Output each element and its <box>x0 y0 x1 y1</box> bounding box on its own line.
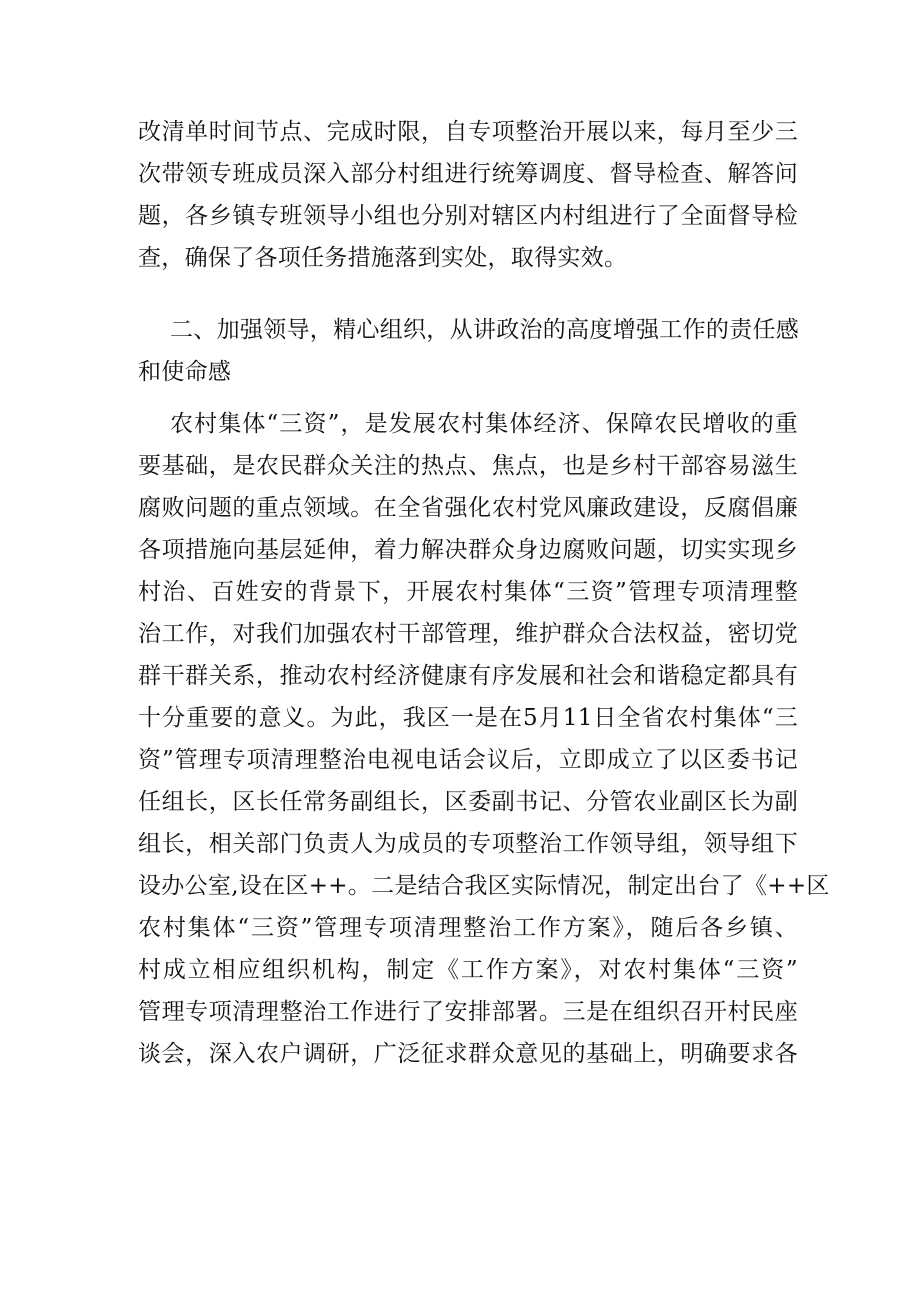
text-line: 谈会，深入农户调研，广泛征求群众意见的基础上，明确要求各 <box>138 1041 798 1067</box>
section-heading <box>138 309 798 393</box>
text-line: 治工作，对我们加强农村干部管理，维护群众合法权益，密切党 <box>138 621 798 647</box>
paragraph-continued <box>138 111 798 279</box>
text-line: 题，各乡镇专班领导小组也分别对辖区内村组进行了全面督导检 <box>138 203 798 229</box>
paragraph-body <box>138 403 830 1075</box>
heading-line: 和使命感 <box>138 359 232 385</box>
text-line: 次带领专班成员深入部分村组进行统筹调度、督导检查、解答问 <box>138 161 798 187</box>
text-line: 管理专项清理整治工作进行了安排部署。三是在组织召开村民座 <box>138 999 798 1025</box>
text-line: 改清单时间节点、完成时限，自专项整治开展以来，每月至少三 <box>138 119 798 145</box>
text-line: 设办公室,设在区++。二是结合我区实际情况，制定出台了《++区 <box>138 873 830 899</box>
text-line: 组长，相关部门负责人为成员的专项整治工作领导组，领导组下 <box>138 831 798 857</box>
text-line: 农村集体“三资”，是发展农村集体经济、保障农民增收的重 <box>170 411 798 437</box>
text-line: 各项措施向基层延伸，着力解决群众身边腐败问题，切实实现乡 <box>138 537 798 563</box>
text-line: 要基础，是农民群众关注的热点、焦点，也是乡村干部容易滋生 <box>138 453 798 479</box>
text-line: 村成立相应组织机构，制定《工作方案》，对农村集体“三资” <box>138 957 798 983</box>
text-line: 查，确保了各项任务措施落到实处，取得实效。 <box>138 245 628 271</box>
text-line: 资”管理专项清理整治电视电话会议后，立即成立了以区委书记 <box>138 747 798 773</box>
text-line: 腐败问题的重点领域。在全省强化农村党风廉政建设，反腐倡廉 <box>138 495 798 521</box>
text-line: 十分重要的意义。为此，我区一是在5月11日全省农村集体“三 <box>138 705 798 731</box>
text-line: 群干群关系，推动农村经济健康有序发展和社会和谐稳定都具有 <box>138 663 798 689</box>
text-line: 村治、百姓安的背景下，开展农村集体“三资”管理专项清理整 <box>138 579 798 605</box>
text-line: 农村集体“三资”管理专项清理整治工作方案》，随后各乡镇、 <box>138 915 798 941</box>
heading-line: 二、加强领导，精心组织，从讲政治的高度增强工作的责任感 <box>170 317 800 343</box>
text-line: 任组长，区长任常务副组长，区委副书记、分管农业副区长为副 <box>138 789 798 815</box>
